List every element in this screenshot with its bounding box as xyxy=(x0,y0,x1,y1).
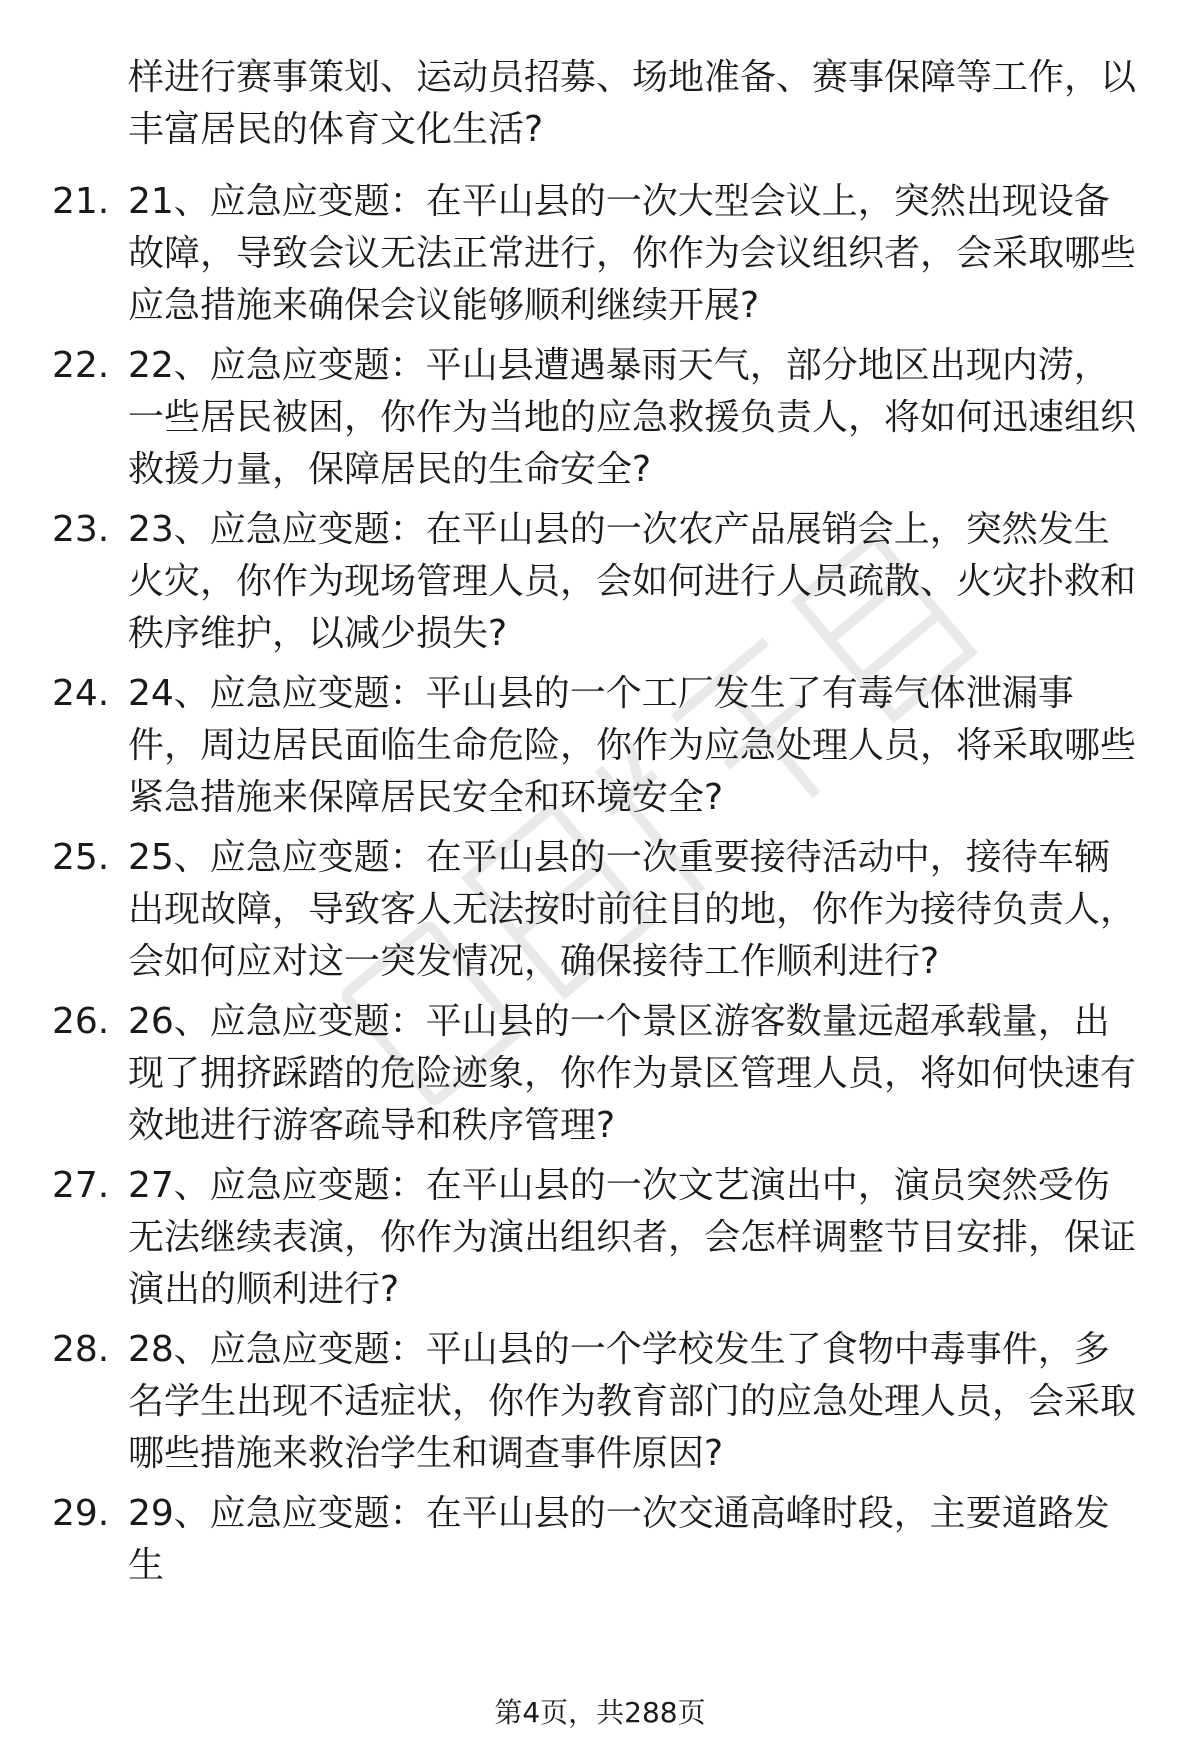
item-number: 24. xyxy=(52,673,110,714)
item-text: 23、应急应变题：在平山县的一次农产品展销会上，突然发生火灾，你作为现场管理人员，会如何进行人员疏散、火灾扑救和秩序维护，以减少损失? xyxy=(128,509,1137,654)
item-number: 21. xyxy=(52,181,110,222)
item-text: 24、应急应变题：平山县的一个工厂发生了有毒气体泄漏事件，周边居民面临生命危险，你作为应急处理人员，将采取哪些紧急措施来保障居民安全和环境安全? xyxy=(128,673,1137,818)
item-number: 28. xyxy=(52,1329,110,1370)
item-number: 23. xyxy=(52,509,110,550)
page-footer: 第4页，共288页 xyxy=(494,1696,706,1729)
item-text: 22、应急应变题：平山县遭遇暴雨天气，部分地区出现内涝，一些居民被困，你作为当地的应急救援负责人，将如何迅速组织救援力量，保障居民的生命安全? xyxy=(128,345,1137,490)
item-number: 27. xyxy=(52,1165,110,1206)
item-text: 21、应急应变题：在平山县的一次大型会议上，突然出现设备故障，导致会议无法正常进行，你作为会议组织者，会采取哪些应急措施来确保会议能够顺利继续开展? xyxy=(128,181,1137,326)
item-text: 26、应急应变题：平山县的一个景区游客数量远超承载量，出现了拥挤踩踏的危险迹象，你作为景区管理人员，将如何快速有效地进行游客疏导和秩序管理? xyxy=(128,1001,1137,1146)
item-number: 29. xyxy=(52,1493,110,1534)
item-text: 25、应急应变题：在平山县的一次重要接待活动中，接待车辆出现故障，导致客人无法按时前往目的地，你作为接待负责人，会如何应对这一突发情况，确保接待工作顺利进行? xyxy=(128,837,1137,982)
item-text: 28、应急应变题：平山县的一个学校发生了食物中毒事件，多名学生出现不适症状，你作为教育部门的应急处理人员，会采取哪些措施来救治学生和调查事件原因? xyxy=(128,1329,1137,1474)
item-text: 27、应急应变题：在平山县的一次文艺演出中，演员突然受伤无法继续表演，你作为演出组织者，会怎样调整节目安排，保证演出的顺利进行? xyxy=(128,1165,1137,1310)
item-number: 22. xyxy=(52,345,110,386)
item-number: 26. xyxy=(52,1001,110,1042)
continuation-paragraph: 样进行赛事策划、运动员招募、场地准备、赛事保障等工作，以丰富居民的体育文化生活? xyxy=(128,57,1137,150)
item-number: 25. xyxy=(52,837,110,878)
item-text: 29、应急应变题：在平山县的一次交通高峰时段，主要道路发生 xyxy=(128,1493,1110,1586)
